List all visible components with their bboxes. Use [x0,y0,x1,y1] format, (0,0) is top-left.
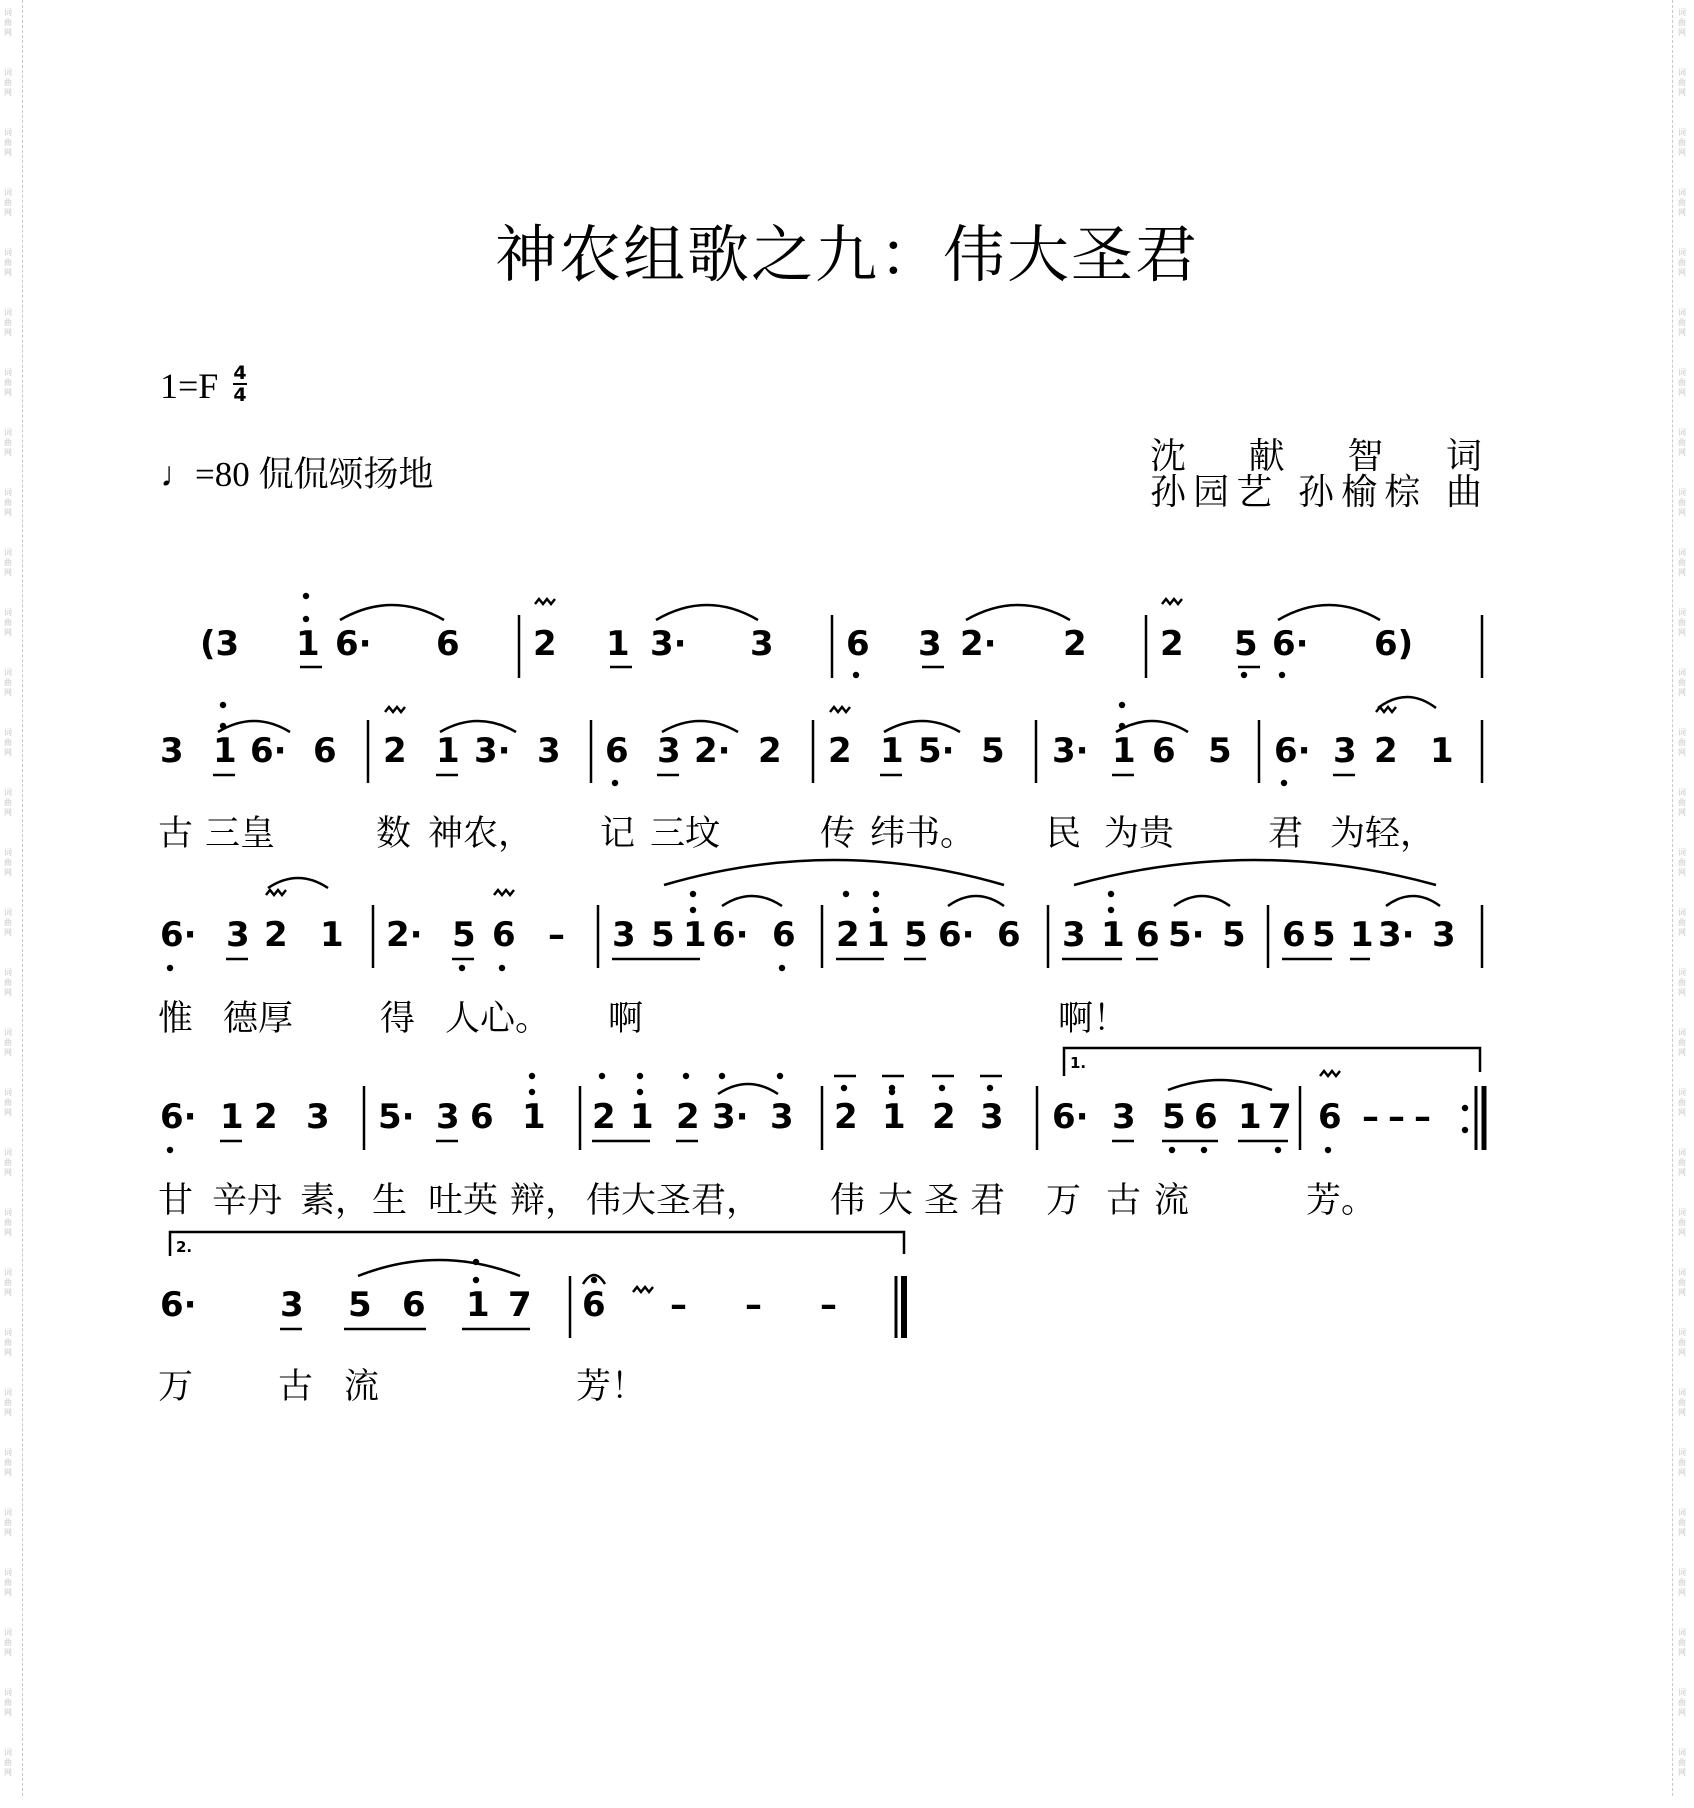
high-octave-dot [473,1277,479,1283]
lyric: 伟大 [586,1181,657,1221]
volta-bracket-1 [1064,1048,1480,1076]
lyric: 芳。 [1306,1181,1377,1221]
lyric: 数 [376,814,412,854]
note: 5 [981,731,1005,771]
high-octave-dot [719,1073,725,1079]
note: 5 [904,915,928,955]
note: 5 [348,1285,372,1325]
note: 5 [1234,624,1258,664]
note: 1 [296,624,320,664]
slur [1378,697,1436,708]
note: 6· [1274,731,1311,771]
slur [1174,896,1230,906]
slur [1278,605,1380,620]
note: – [548,915,565,955]
lyric: 流 [344,1367,380,1407]
slur [1386,896,1440,906]
octave-dot [853,672,859,678]
octave-dot [459,965,465,971]
high-octave-dot [599,1073,605,1079]
note: 6 [997,915,1021,955]
high-octave-dot [873,891,879,897]
note: 2· [694,731,731,771]
note: 3 [612,915,636,955]
note: 6 [605,731,629,771]
song-title: 神农组歌之九：伟大圣君 [494,218,1199,291]
note: 2 [254,1097,278,1137]
mordent [385,707,405,712]
note: 3 [226,915,250,955]
note: 5· [1168,915,1205,955]
note: 1 [882,1097,906,1137]
note: 3 [657,731,681,771]
note: – [1414,1097,1431,1137]
watermark-left: 词曲网 词曲网 词曲网 词曲网 词曲网 词曲网 词曲网 词曲网 词曲网 词曲网 词曲网 词曲网 词曲网 词曲网 词曲网 词曲网 词曲网 词曲网 词曲网 词曲网 词曲网 词曲网 词曲网 词曲网 词曲网 词曲网 词曲网 词曲网 词曲网 词曲网 [4,8,12,1777]
note: 5 [452,915,476,955]
high-octave-dot [303,616,309,622]
note: 6 [436,624,460,664]
note: 6· [160,915,197,955]
note: 2 [834,1097,858,1137]
note: 1 [1112,731,1136,771]
lyric: 伟 [830,1181,866,1221]
note: 6 [1152,731,1176,771]
note: 6· [160,1285,197,1325]
note: 5 [1312,915,1336,955]
note: 5 [1208,731,1232,771]
high-octave-dot [220,702,226,708]
volta-label-2: 2. [176,1238,193,1256]
note: 1 [466,1285,490,1325]
note: 6· [335,624,372,664]
note: 3 [980,1097,1004,1137]
high-octave-dot [777,1073,783,1079]
octave-dot [499,965,505,971]
note: 2 [758,731,782,771]
note: – [820,1285,837,1325]
note: 6· [250,731,287,771]
note: 2 [264,915,288,955]
mordent [494,890,514,895]
mordent [535,599,555,604]
lyric: 流 [1154,1181,1190,1221]
note: 7 [508,1285,532,1325]
composer-credit: 孙园艺 孙榆棕 曲 [1150,472,1482,513]
note: 6 [470,1097,494,1137]
note: 2 [592,1097,616,1137]
note: 6 [1318,1097,1342,1137]
slur [948,896,1004,906]
note: 2· [960,624,997,664]
note: 6) [1374,624,1414,664]
note: 3 [306,1097,330,1137]
slur [722,896,782,906]
lyric: 芳！ [576,1367,647,1407]
note: – [1362,1097,1379,1137]
note: 1 [220,1097,244,1137]
high-octave-dot [1119,702,1125,708]
lyric: 得 [380,999,416,1039]
slur [1074,860,1436,885]
lyric: 三皇 [205,814,276,854]
note: 2 [1160,624,1184,664]
repeat-dot [1462,1105,1468,1111]
high-octave-dot [1108,891,1114,897]
note: 3 [770,1097,794,1137]
slur [966,605,1070,620]
note: 1 [1350,915,1374,955]
note: 2 [836,915,860,955]
note: 6· [938,915,975,955]
note: 3 [1333,731,1357,771]
lyric: 为轻， [1330,814,1436,854]
note: 6 [402,1285,426,1325]
lyric: 惟 [158,999,194,1039]
note: 1 [866,915,890,955]
lyric: 民 [1046,814,1082,854]
watermark-right: 词曲网 词曲网 词曲网 词曲网 词曲网 词曲网 词曲网 词曲网 词曲网 词曲网 词曲网 词曲网 词曲网 词曲网 词曲网 词曲网 词曲网 词曲网 词曲网 词曲网 词曲网 词曲网 词曲网 词曲网 词曲网 词曲网 词曲网 词曲网 词曲网 词曲网 [1678,8,1686,1777]
mordent [830,707,850,712]
note: 3 [160,731,184,771]
note: 7 [1268,1097,1292,1137]
mordent [1320,1071,1340,1076]
octave-dot [1169,1147,1175,1153]
note: 1 [630,1097,654,1137]
mordent [266,890,286,895]
octave-dot [167,965,173,971]
mordent [1162,599,1182,604]
note: 2 [676,1097,700,1137]
note: 6 [313,731,337,771]
note: 2 [533,624,557,664]
lyric: 传 [820,814,856,854]
high-octave-dot [303,593,309,599]
lyric: 啊！ [1058,999,1129,1039]
high-octave-dot [987,1085,993,1091]
note: 5· [378,1097,415,1137]
note: 2 [1063,624,1087,664]
note: 5 [651,915,675,955]
note: 3 [280,1285,304,1325]
lyric: 德厚 [223,999,294,1039]
lyric: 辛丹 [212,1181,283,1221]
tempo-marking: ♩=80 侃侃颂扬地 [160,455,434,494]
note: 3· [474,731,511,771]
lyric: 君 [970,1181,1006,1221]
note: 6 [846,624,870,664]
key-signature: 1=F [160,366,219,406]
high-octave-dot [889,1085,895,1091]
note: 6· [160,1097,197,1137]
lyric: 素， [300,1181,371,1221]
note: 3 [750,624,774,664]
note: 2· [386,915,423,955]
note: 3 [537,731,561,771]
note: 1 [522,1097,546,1137]
lyric: 万 [158,1367,194,1407]
lyric: 记 [600,814,636,854]
lyric: 纬书。 [870,814,976,854]
note: 2 [383,731,407,771]
volta-bracket-2 [170,1232,904,1256]
slur [358,1260,520,1276]
note: 3· [1052,731,1089,771]
note: 5· [918,731,955,771]
octave-dot [167,1147,173,1153]
high-octave-dot [690,891,696,897]
high-octave-dot [637,1089,643,1095]
high-octave-dot [683,1073,689,1079]
note: – [670,1285,687,1325]
note: 6 [492,915,516,955]
fermata-dot [591,1277,597,1283]
note: 5 [1222,915,1246,955]
slur [1168,1080,1272,1090]
high-octave-dot [939,1085,945,1091]
note: 3 [918,624,942,664]
slur [656,605,758,620]
lyric: 啊 [608,999,644,1039]
note: 3 [1112,1097,1136,1137]
slur [268,878,328,888]
lyric: 大 [878,1181,914,1221]
note: – [745,1285,762,1325]
octave-dot [1241,672,1247,678]
slur [340,605,444,620]
mordent [1376,707,1396,712]
high-octave-dot [690,907,696,913]
note: 1 [1238,1097,1262,1137]
high-octave-dot [529,1089,535,1095]
lyric: 辩， [510,1181,581,1221]
octave-dot [1275,1147,1281,1153]
lyric: 古 [158,814,194,854]
note: 2 [828,731,852,771]
high-octave-dot [637,1073,643,1079]
note: 1 [436,731,460,771]
high-octave-dot [841,1085,847,1091]
note: 3· [712,1097,749,1137]
slur [664,860,1004,885]
note: 1 [1430,731,1454,771]
lyric: 君 [1268,814,1304,854]
note: 1 [320,915,344,955]
time-signature-top: 4 [233,362,247,384]
note: 6 [1136,915,1160,955]
lyric: 为贵 [1104,814,1175,854]
note: 6 [772,915,796,955]
lyric: 神农， [428,814,534,854]
slur [718,1084,778,1094]
note: 6· [1272,624,1309,664]
high-octave-dot [1108,907,1114,913]
note: (3 [200,624,240,664]
lyric: 古 [278,1367,314,1407]
note: 1 [213,731,237,771]
note: 6· [712,915,749,955]
lyric: 三坟 [650,814,721,854]
repeat-dot [1462,1127,1468,1133]
lyric: 吐英 [428,1181,499,1221]
high-octave-dot [529,1073,535,1079]
note: 3 [1432,915,1456,955]
high-octave-dot [873,907,879,913]
octave-dot [1279,672,1285,678]
mordent [633,1287,653,1292]
lyric: 甘 [158,1181,194,1221]
lyric: 人心。 [445,999,551,1039]
lyric: 万 [1046,1181,1082,1221]
octave-dot [1281,780,1287,786]
note: 6· [1052,1097,1089,1137]
lyric: 圣君， [656,1181,762,1221]
lyric: 古 [1106,1181,1142,1221]
octave-dot [1201,1147,1207,1153]
note: 2 [1374,731,1398,771]
note: 3 [1062,915,1086,955]
note: 5 [1162,1097,1186,1137]
note: 1 [1101,915,1125,955]
lyric: 生 [372,1181,408,1221]
note: 1 [880,731,904,771]
note: 3 [436,1097,460,1137]
note: 1 [683,915,707,955]
note: 3· [1378,915,1415,955]
octave-dot [1325,1147,1331,1153]
note: 3· [650,624,687,664]
lyricist-credit: 沈 献 智 词 [1150,436,1482,477]
note: 1 [606,624,630,664]
volta-label-1: 1. [1070,1054,1087,1072]
note: 2 [932,1097,956,1137]
note: – [1388,1097,1405,1137]
note: 6 [1282,915,1306,955]
octave-dot [612,780,618,786]
note: 6 [1194,1097,1218,1137]
high-octave-dot [843,891,849,897]
octave-dot [779,965,785,971]
note: 6 [582,1285,606,1325]
time-signature-bottom: 4 [233,384,247,406]
lyric: 圣 [924,1181,960,1221]
